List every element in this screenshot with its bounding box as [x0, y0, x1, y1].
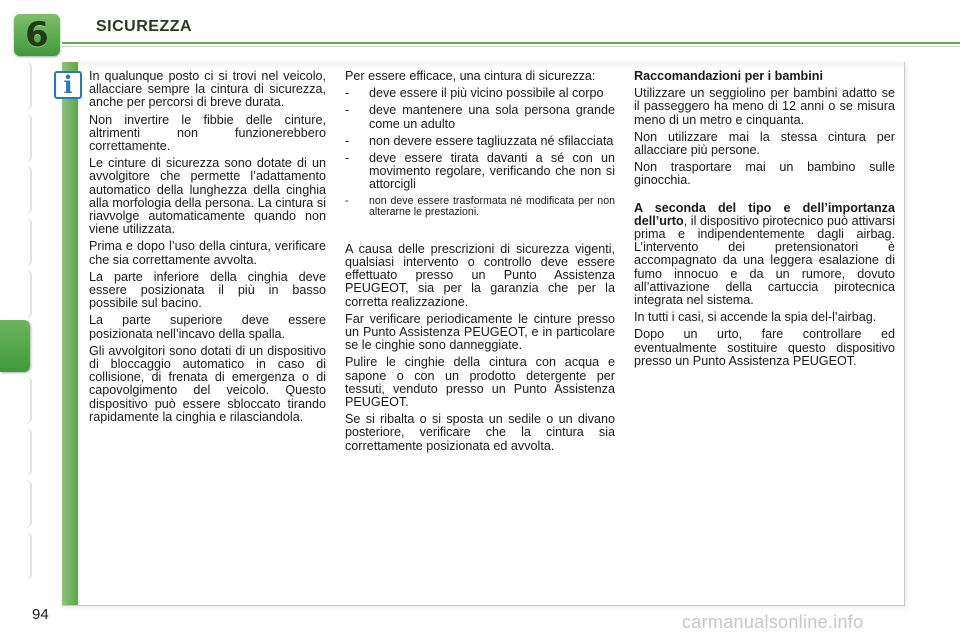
- paragraph: Far verificare periodicamente le cinture presso un Punto Assistenza PEUGEOT, e in particolare se le cinghie sono danneggiate.: [345, 311, 615, 353]
- paragraph: In qualunque posto ci si trovi nel veicolo, allacciare sempre la cintura di sicurezza, anche per percorsi di breve durata.: [89, 69, 326, 110]
- chapter-tab[interactable]: [4, 376, 32, 424]
- paragraph: Dopo un urto, fare controllare ed eventualmente sostituire questo dispositivo presso un Punto Assistenza PEUGEOT.: [634, 327, 895, 368]
- paragraph: Non trasportare mai un bambino sulle ginocchia.: [634, 160, 895, 188]
- chapter-tab-strip: [0, 62, 34, 582]
- paragraph: Pulire le cinghie della cintura con acqua e sapone o con un prodotto detergente per tessuti, venduto presso un Punto Assistenza PEUGEOT.: [345, 355, 615, 410]
- chapter-title: SICUREZZA: [96, 18, 193, 35]
- page-header: [0, 0, 960, 55]
- paragraph: In tutti i casi, si accende la spia del-l’airbag.: [634, 310, 877, 325]
- chapter-tab[interactable]: [4, 428, 32, 476]
- chapter-tab[interactable]: [4, 532, 32, 580]
- paragraph: A causa delle prescrizioni di sicurezza vigenti, qualsiasi intervento o controllo deve essere effettuato presso un Punto Assistenza PEUGEOT, sia per la garanzia che per la corretta realizzazione.: [345, 241, 615, 309]
- paragraph-intro: Per essere efficace, una cintura di sicurezza:: [345, 69, 596, 83]
- section-heading: Raccomandazioni per i bambini: [634, 69, 823, 83]
- list-item: - deve essere tirata davanti a sé con un movimento regolare, verificando che non si attorcigli: [345, 152, 615, 192]
- list-item: - deve mantenere una sola persona grande come un adulto: [345, 104, 615, 130]
- paragraph: Gli avvolgitori sono dotati di un dispositivo di bloccaggio automatico in caso di collisione, di frenata di emergenza o di capovolgimento del veicolo. Questo dispositivo può essere sbloccato tirando rapidamente la cinghia e rilasciandola.: [89, 343, 326, 424]
- paragraph: Non utilizzare mai la stessa cintura per allacciare più persone.: [634, 129, 895, 158]
- chapter-tab-active[interactable]: [0, 320, 30, 372]
- paragraph: Non invertire le fibbie delle cinture, altrimenti non funzionerebbero correttamente.: [89, 112, 326, 154]
- chapter-number-badge: 6: [14, 14, 60, 56]
- column-left: [89, 70, 326, 428]
- watermark: carmanualsonline.info: [682, 612, 864, 632]
- paragraph: Se si ribalta o si sposta un sedile o un divano posteriore, verificare che la cintura sia correttamente posizionata ed avvolta.: [345, 412, 615, 453]
- frame-accent-bar: [62, 62, 78, 605]
- chapter-tab[interactable]: [4, 480, 32, 528]
- requirements-list: [345, 87, 615, 219]
- list-item: - deve essere il più vicino possibile al corpo: [345, 87, 615, 100]
- chapter-tab[interactable]: [4, 218, 32, 266]
- chapter-tab[interactable]: [4, 114, 32, 162]
- info-icon: i: [54, 71, 82, 99]
- paragraph: Utilizzare un seggiolino per bambini adatto se il passeggero ha meno di 12 anni o se misura meno di un metro e cinquanta.: [634, 86, 895, 127]
- header-rule-thin: [62, 46, 960, 47]
- paragraph: Prima e dopo l’uso della cintura, verificare che sia correttamente avvolta.: [89, 239, 326, 267]
- paragraph: Le cinture di sicurezza sono dotate di un avvolgitore che permette l’adattamento automatico della lunghezza della cinghia alla morfologia della persona. La cintura si riavvolge automaticamente quando non viene utilizzata.: [89, 156, 326, 237]
- page-number: 94: [32, 606, 49, 623]
- chapter-tab[interactable]: [4, 270, 32, 318]
- list-item: - non devere essere tagliuzzata né sfilacciata: [345, 135, 615, 148]
- list-item: - non deve essere trasformata né modificata per non alterarne le prestazioni.: [345, 196, 615, 219]
- bold-lead: A seconda del tipo e dell’importanza dell’urto: [634, 200, 895, 228]
- column-right: [634, 70, 895, 372]
- column-middle: [345, 70, 615, 457]
- chapter-tab[interactable]: [4, 62, 32, 110]
- paragraph-rest: , il dispositivo pirotecnico può attivarsi prima e indipendentemente dagli airbag. L’intervento dei pretensionatori è accompagnato da una leggera esalazione di fumo innocuo e da un rumore, dovuto all’attivazione della cartuccia pirotecnica integrata nel sistema.: [634, 213, 895, 308]
- chapter-tab[interactable]: [4, 166, 32, 214]
- paragraph: La parte inferiore della cinghia deve essere posizionata il più in basso possibile sul bacino.: [89, 269, 326, 311]
- paragraph: La parte superiore deve essere posizionata nell’incavo della spalla.: [89, 313, 326, 341]
- paragraph-pretensioner: [634, 202, 895, 308]
- header-rule: [62, 42, 960, 44]
